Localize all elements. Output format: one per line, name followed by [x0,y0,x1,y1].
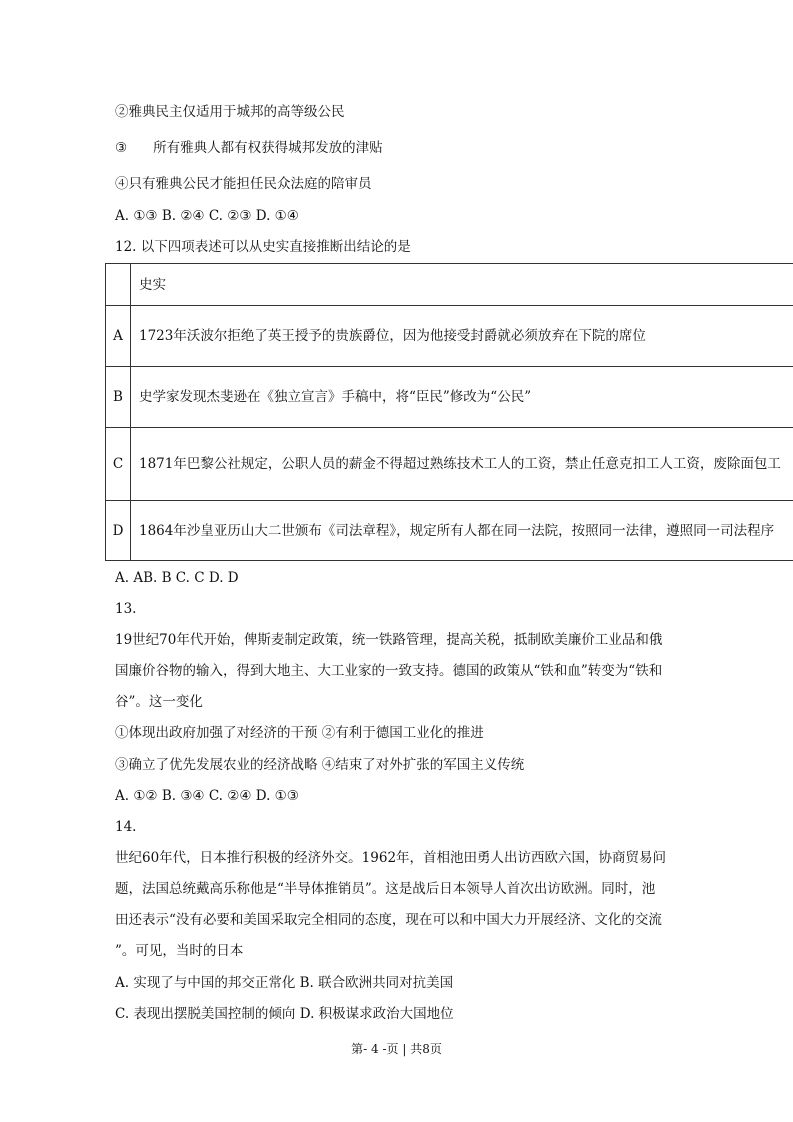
row-text: 1723年沃波尔拒绝了英王授予的贵族爵位，因为他接受封爵就必须放弃在下院的席位 [131,306,793,367]
table-row [106,306,793,367]
q14-choices-line: A. 实现了与中国的邦交正常化 B. 联合欧洲共同对抗美国 [115,975,454,991]
q13-options-line: ③确立了优先发展农业的经济战略 ④结束了对外扩张的军国主义传统 [115,757,525,773]
q13-options-line: ①体现出政府加强了对经济的干预 ②有利于德国工业化的推进 [115,725,484,741]
q12-facts-table [105,263,793,561]
q13-stem-line: 谷”。这一变化 [115,694,203,710]
row-label: A [106,306,131,367]
q14-stem-line: 田还表示“没有必要和美国采取完全相同的态度，现在可以和中国大力开展经济、文化的交流 [115,912,662,928]
q14-stem-line: 世纪60年代，日本推行积极的经济外交。1962年，首相池田勇人出访西欧六国，协商贸易问 [115,850,667,866]
q11-choices: A. ①③ B. ②④ C. ②③ D. ①④ [115,208,299,224]
q13-stem-line: 国廉价谷物的输入，得到大地主、大工业家的一致支持。德国的政策从“铁和血”转变为“铁和 [115,663,663,679]
q11-option-3 [115,139,383,157]
q13-number: 13. [115,601,137,617]
row-label: B [106,367,131,428]
q11-option-3-text: 所有雅典人都有权获得城邦发放的津贴 [153,140,383,156]
q14-stem-line: ”。可见，当时的日本 [115,943,244,959]
row-text: 1864年沙皇亚历山大二世颁布《司法章程》，规定所有人都在同一法院，按照同一法律，遵照同一司法程序 [131,501,793,561]
q14-number: 14. [115,819,137,835]
table-header-row [106,264,793,306]
q12-choices: A. AB. B C. C D. D [115,570,239,586]
table-row [106,501,793,561]
row-text: 史学家发现杰斐逊在《独立宣言》手稿中，将“臣民”修改为“公民” [131,367,793,428]
table-header-cell: 史实 [131,264,793,306]
q11-option-2: ②雅典民主仅适用于城邦的高等级公民 [115,104,345,120]
q14-stem-line: 题，法国总统戴高乐称他是“半导体推销员”。这是战后日本领导人首次出访欧洲。同时，池 [115,881,656,897]
q14-choices-line: C. 表现出摆脱美国控制的倾向 D. 积极谋求政治大国地位 [115,1006,454,1022]
q13-choices: A. ①② B. ③④ C. ②④ D. ①③ [115,788,299,804]
row-label: D [106,501,131,561]
table-row [106,367,793,428]
q12-stem: 12. 以下四项表述可以从史实直接推断出结论的是 [115,239,411,255]
table-header-label-cell [106,264,131,306]
q11-option-4: ④只有雅典公民才能担任民众法庭的陪审员 [115,176,372,192]
q13-stem-line: 19世纪70年代开始，俾斯麦制定政策，统一铁路管理，提高关税，抵制欧美廉价工业品和俄 [115,632,663,648]
row-label: C [106,428,131,501]
q11-option-3-number: ③ [115,140,128,156]
page-footer: 第- 4 -页 | 共8页 [351,1042,442,1056]
table-row [106,428,793,501]
row-text: 1871年巴黎公社规定，公职人员的薪金不得超过熟练技术工人的工资，禁止任意克扣工人工资，废除面包工 [131,428,793,501]
